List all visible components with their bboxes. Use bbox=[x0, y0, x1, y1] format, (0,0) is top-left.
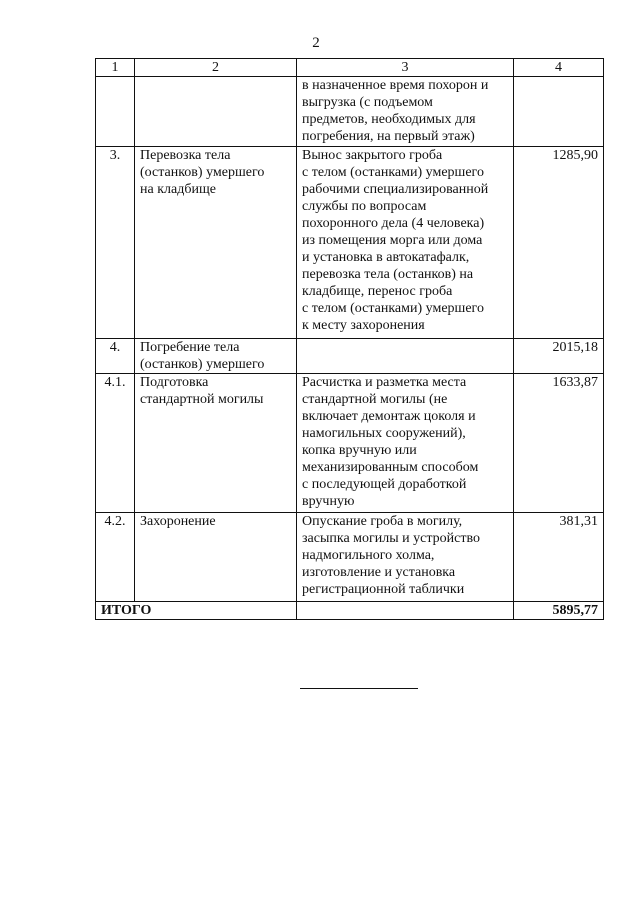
description-line: включает демонтаж цоколя и bbox=[302, 409, 476, 424]
description-line: с последующей доработкой bbox=[302, 477, 467, 492]
description-line: Опускание гроба в могилу, bbox=[302, 514, 463, 529]
service-price: 1633,87 bbox=[514, 374, 604, 513]
description-line: погребения, на первый этаж) bbox=[302, 129, 475, 144]
description-line: Вынос закрытого гроба bbox=[302, 148, 443, 163]
description-line: похоронного дела (4 человека) bbox=[302, 216, 485, 231]
service-description bbox=[297, 77, 514, 147]
description-line: стандартной могилы (не bbox=[302, 392, 448, 407]
description-line: службы по вопросам bbox=[302, 199, 427, 214]
table-row bbox=[96, 147, 604, 339]
description-line: копка вручную или bbox=[302, 443, 417, 458]
description-line: кладбище, перенос гроба bbox=[302, 284, 453, 299]
name-line: (останков) умершего bbox=[140, 357, 265, 372]
service-price bbox=[514, 77, 604, 147]
total-label: ИТОГО bbox=[96, 602, 297, 620]
description-line: к месту захоронения bbox=[302, 318, 425, 333]
row-number: 4.2. bbox=[96, 513, 135, 602]
description-line: рабочими специализированной bbox=[302, 182, 489, 197]
description-line: изготовление и установка bbox=[302, 565, 456, 580]
name-line: Погребение тела bbox=[140, 340, 240, 355]
description-line: надмогильного холма, bbox=[302, 548, 435, 563]
service-description bbox=[297, 513, 514, 602]
service-price: 381,31 bbox=[514, 513, 604, 602]
description-line: с телом (останками) умершего bbox=[302, 165, 484, 180]
table-row bbox=[96, 339, 604, 374]
table-row bbox=[96, 77, 604, 147]
description-line: в назначенное время похорон и bbox=[302, 78, 489, 93]
description-line: регистрационной таблички bbox=[302, 582, 465, 597]
price-table bbox=[95, 58, 604, 620]
description-line: засыпка могилы и устройство bbox=[302, 531, 480, 546]
description-line: выгрузка (с подъемом bbox=[302, 95, 433, 110]
page-number: 2 bbox=[312, 35, 320, 51]
column-number-2: 2 bbox=[135, 59, 297, 77]
description-line: вручную bbox=[302, 494, 355, 509]
total-row bbox=[96, 602, 604, 620]
service-name bbox=[135, 77, 297, 147]
service-price: 2015,18 bbox=[514, 339, 604, 374]
total-value: 5895,77 bbox=[514, 602, 604, 620]
name-line: Подготовка bbox=[140, 375, 209, 390]
total-empty-cell bbox=[297, 602, 514, 620]
service-name bbox=[135, 339, 297, 374]
description-line: из помещения морга или дома bbox=[302, 233, 483, 248]
row-number bbox=[96, 77, 135, 147]
name-line: стандартной могилы bbox=[140, 392, 264, 407]
service-description bbox=[297, 147, 514, 339]
description-line: перевозка тела (останков) на bbox=[302, 267, 474, 282]
table-header-row bbox=[96, 59, 604, 77]
name-line: Захоронение bbox=[140, 514, 216, 529]
table-row bbox=[96, 374, 604, 513]
description-line: намогильных сооружений), bbox=[302, 426, 466, 441]
description-line: механизированным способом bbox=[302, 460, 479, 475]
service-price: 1285,90 bbox=[514, 147, 604, 339]
name-line: Перевозка тела bbox=[140, 148, 231, 163]
row-number: 3. bbox=[96, 147, 135, 339]
description-line: Расчистка и разметка места bbox=[302, 375, 467, 390]
table-row bbox=[96, 513, 604, 602]
end-of-document-line bbox=[300, 688, 418, 689]
column-number-3: 3 bbox=[297, 59, 514, 77]
column-number-4: 4 bbox=[514, 59, 604, 77]
service-name bbox=[135, 374, 297, 513]
service-description bbox=[297, 374, 514, 513]
description-line: с телом (останками) умершего bbox=[302, 301, 484, 316]
service-name bbox=[135, 147, 297, 339]
row-number: 4. bbox=[96, 339, 135, 374]
row-number: 4.1. bbox=[96, 374, 135, 513]
description-line: и установка в автокатафалк, bbox=[302, 250, 470, 265]
name-line: на кладбище bbox=[140, 182, 216, 197]
name-line: (останков) умершего bbox=[140, 165, 265, 180]
column-number-1: 1 bbox=[96, 59, 135, 77]
description-line: предметов, необходимых для bbox=[302, 112, 476, 127]
service-name bbox=[135, 513, 297, 602]
service-description bbox=[297, 339, 514, 374]
